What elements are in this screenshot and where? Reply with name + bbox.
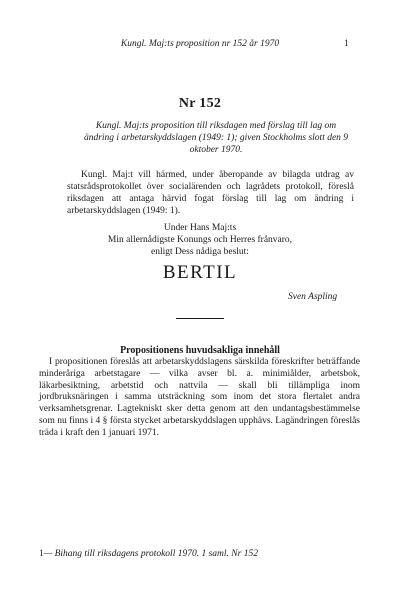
closing-line-3: enligt Dess nådiga beslut: (151, 247, 249, 257)
section-divider (176, 318, 224, 319)
closing-line-1: Under Hans Maj:ts (163, 223, 237, 233)
closing-line-2: Min allernådigste Konungs och Herres frånvaro, (107, 235, 293, 245)
summary-paragraph: I propositionen föreslås att arbetarskyddslagens särskilda föreskrifter beträffande minderåriga arbetstagare — vilka avser bl. a. minimiålder, arbetsbok, läkarbesiktning, arbetstid och nattvila — skall bli tillämpliga inom jordbruksnäringen i samma utsträckning som inom det stora flertalet andra verksamhetsgrenar. Lagtekniskt sker detta genom att den undantagsbestämmelse som nu finns i 4 § första stycket arbetarskyddslagen upphävs. Lagändringen föreslås träda i kraft den 1 januari 1971. (39, 357, 360, 438)
page-number: 1 (344, 39, 349, 49)
intro-paragraph: Kungl. Maj:t vill härmed, under åberopande av bilagda utdrag av statsrådsprotokollet över socialärenden och lagrådets protokoll, föreslå riksdagen att antaga härvid fogat förslag till lag om ändring i arbetarskyddslagen (1949: 1). (67, 170, 354, 216)
summary-heading: Propositionens huvudsakliga innehåll (120, 345, 280, 356)
page-footer (39, 549, 258, 559)
header-title: Kungl. Maj:ts proposition nr 152 år 1970 (120, 39, 280, 49)
closing-formula (0, 222, 400, 258)
regent-signature: BERTIL (162, 262, 238, 283)
footer-text: — Bihang till riksdagens protokoll 1970. 1 saml. Nr 152 (43, 549, 258, 559)
proposition-number: Nr 152 (178, 96, 222, 111)
footer-number: 1 (39, 549, 44, 559)
minister-signature: Sven Aspling (288, 292, 338, 302)
proposition-subtitle: Kungl. Maj:ts proposition till riksdagen med förslag till lag om ändring i arbetarskyddslagen (1949: 1); given Stockholms slott den 9 oktober 1970. (83, 121, 349, 155)
